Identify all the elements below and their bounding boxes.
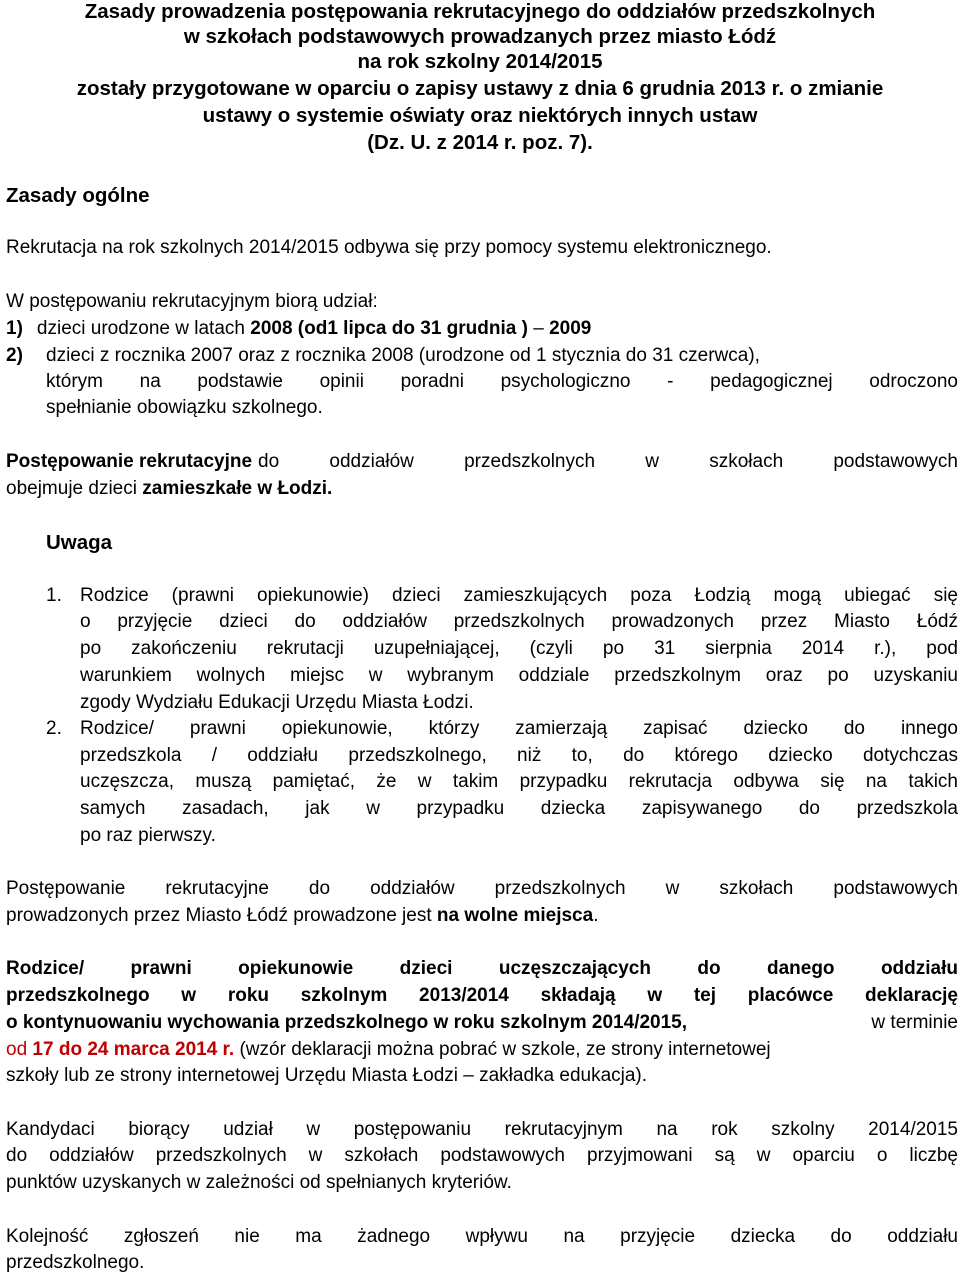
section-heading: Zasady ogólne [6,184,150,207]
note-heading: Uwaga [46,531,113,554]
free-places-bold: na wolne miejsca [436,905,594,926]
participants-lead: W postępowaniu rekrutacyjnym biorą udział: [6,291,378,312]
item-dash: – [527,318,550,339]
scope-line2-text: obejmuje dzieci [6,478,143,499]
scope-line2-bold: zamieszkałe w Łodzi. [142,478,333,499]
note-number: 1. [46,585,62,606]
note-line: uczęszcza, muszą pamiętać, że w takim przypadku rekrutacja odbywa się na takich [80,771,958,792]
note-line: o przyjęcie dzieci do oddziałów przedszkolnych prowadzonych przez Miasto Łódź [80,611,958,632]
title-line-6: (Dz. U. z 2014 r. poz. 7). [367,131,593,154]
continuation-line3-bold: o kontynuowaniu wychowania przedszkolnego w roku szkolnym 2014/2015, [6,1012,688,1033]
order-line: przedszkolnego. [6,1252,145,1273]
continuation-line-2: przedszkolnego w roku szkolnym 2013/2014 składają w tej placówce deklarację [6,985,958,1006]
note-line: zgody Wydziału Edukacji Urzędu Miasta Łodzi. [80,692,474,713]
note-line: Rodzice/ prawni opiekunowie, którzy zamierzają zapisać dziecko do innego [80,718,958,739]
free-places-line-1: Postępowanie rekrutacyjne do oddziałów przedszkolnych w szkołach podstawowych [6,878,958,899]
item-line: dzieci z rocznika 2007 oraz z rocznika 2008 (urodzone od 1 stycznia do 31 czerwca), [46,345,760,366]
note-line: po raz pierwszy. [80,825,216,846]
title-line-4: zostały przygotowane w oparciu o zapisy ustawy z dnia 6 grudnia 2013 r. o zmianie [76,77,884,100]
free-places-text: prowadzonych przez Miasto Łódź prowadzone jest [6,905,437,926]
note-line: samych zasadach, jak w przypadku dziecka zapisywanego do przedszkola [80,798,958,819]
candidates-line: Kandydaci biorący udział w postępowaniu rekrutacyjnym na rok szkolny 2014/2015 [6,1119,958,1140]
continuation-line-1: Rodzice/ prawni opiekunowie dzieci uczęszczających do danego oddziału [6,958,958,979]
continuation-line-5: szkoły lub ze strony internetowej Urzędu Miasta Łodzi – zakładka edukacja). [6,1065,648,1086]
intro-paragraph: Rekrutacja na rok szkolnych 2014/2015 odbywa się przy pomocy systemu elektronicznego. [6,237,772,258]
note-line: przedszkola / oddziału przedszkolnego, niż to, do którego dziecko dotychczas [80,745,958,766]
item-number: 2) [6,345,23,366]
participant-item-1 [6,318,591,340]
note-line: po zakończeniu rekrutacji uzupełniającej, (czyli po 31 sierpnia 2014 r.), pod [80,638,958,659]
item-year: 2009 [549,318,592,339]
scope-bold: Postępowanie rekrutacyjne [6,451,253,472]
deadline-dates: 17 do 24 marca 2014 r. [32,1039,235,1060]
candidates-line: punktów uzyskanych w zależności od spełnianych kryteriów. [6,1172,512,1193]
note-line: Rodzice (prawni opiekunowie) dzieci zamieszkujących poza Łodzią mogą ubiegać się [80,585,958,606]
item-number: 1) [6,318,23,339]
scope-rest: do oddziałów przedszkolnych w szkołach podstawowych [258,451,958,472]
title-line-1: Zasady prowadzenia postępowania rekrutacyjnego do oddziałów przedszkolnych [84,0,876,23]
continuation-line3-rest: w terminie [860,1012,958,1033]
candidates-line: do oddziałów przedszkolnych w szkołach podstawowych przyjmowani są w oparciu o liczbę [6,1145,958,1166]
item-line: którym na podstawie opinii poradni psychologiczno - pedagogicznej odroczono [46,371,958,392]
item-text: dzieci urodzone w latach [36,318,251,339]
title-line-5: ustawy o systemie oświaty oraz niektórych innych ustaw [202,104,758,127]
continuation-line4-rest: (wzór deklaracji można pobrać w szkole, ze strony internetowej [234,1039,771,1060]
deadline-prefix: od [6,1039,33,1060]
order-line: Kolejność zgłoszeń nie ma żadnego wpływu na przyjęcie dziecka do oddziału [6,1226,958,1247]
item-line: spełnianie obowiązku szkolnego. [46,397,323,418]
title-line-3: na rok szkolny 2014/2015 [357,50,603,73]
note-number: 2. [46,718,62,739]
free-places-end: . [593,905,599,926]
title-line-2: w szkołach podstawowych prowadzanych przez miasto Łódź [183,25,777,48]
note-line: warunkiem wolnych miejsc w wybranym oddziale przedszkolnym oraz po uzyskaniu [80,665,958,686]
item-bold: 2008 (od1 lipca do 31 grudnia ) [250,318,528,339]
